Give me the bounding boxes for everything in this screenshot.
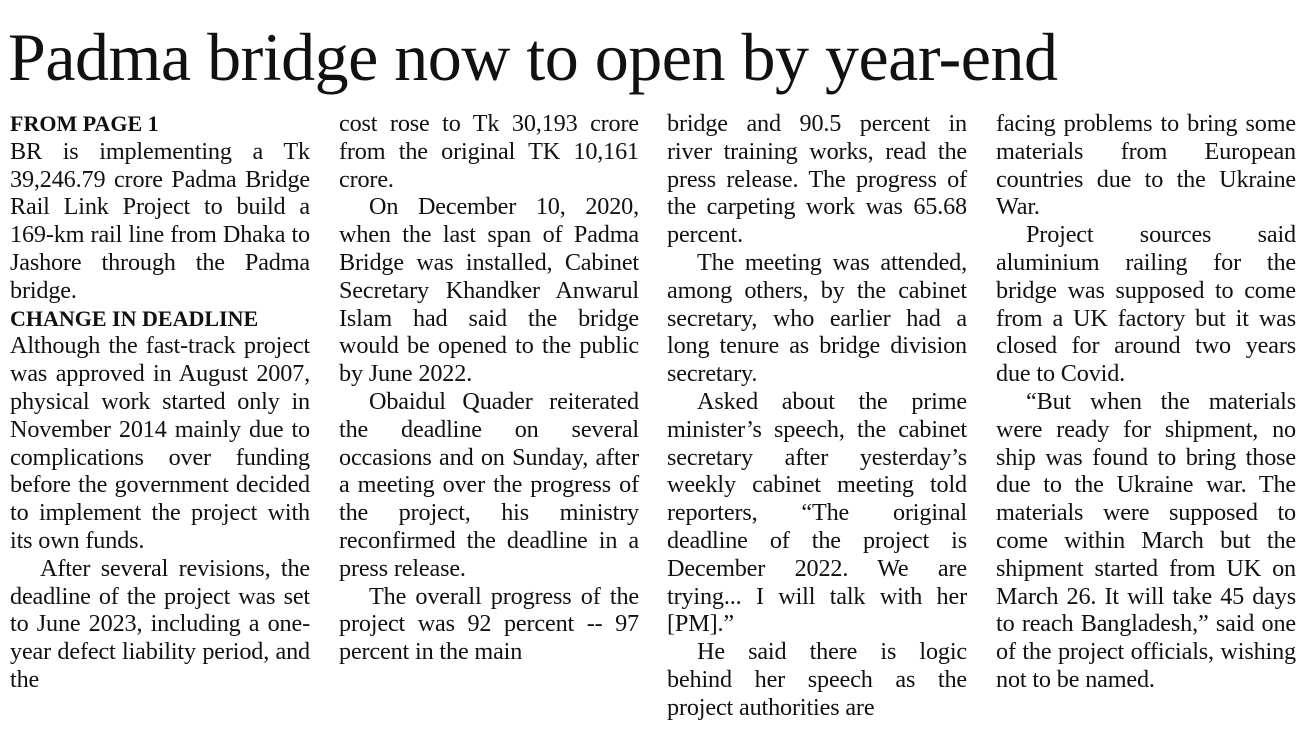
article-column-3 xyxy=(667,110,967,722)
paragraph: The meeting was attended, among others, by the cabinet secretary, who earlier had a long tenure as bridge division secretary. xyxy=(667,248,967,388)
article-headline: Padma bridge now to open by year-end xyxy=(8,19,1058,95)
paragraph: Obaidul Quader reiterated the deadline on several occasions and on Sunday, after a meeting over the progress of the project, his ministry reconfirmed the deadline in a press release. xyxy=(339,387,639,582)
paragraph: BR is implementing a Tk 39,246.79 crore Padma Bridge Rail Link Project to build a 169-km rail line from Dhaka to Jashore through the Padma bridge. xyxy=(10,137,310,304)
article-column-1 xyxy=(10,110,310,694)
paragraph: bridge and 90.5 percent in river training works, read the press release. The progress of the carpeting work was 65.68 percent. xyxy=(667,110,967,249)
article-column-4 xyxy=(996,110,1296,694)
paragraph: cost rose to Tk 30,193 crore from the original TK 10,161 crore. xyxy=(339,110,639,193)
paragraph: Asked about the prime minister’s speech, the cabinet secretary after yesterday’s weekly cabinet meeting told reporters, “The original deadline of the project is December 2022. We are trying... I will talk with her [PM].” xyxy=(667,387,967,638)
paragraph: The overall progress of the project was 92 percent -- 97 percent in the main xyxy=(339,582,639,666)
paragraph: facing problems to bring some materials from European countries due to the Ukraine War. xyxy=(996,110,1296,221)
paragraph: Although the fast-track project was approved in August 2007, physical work started only in November 2014 mainly due to complications over funding before the government decided to implement the project with its own funds. xyxy=(10,332,310,554)
paragraph: “But when the materials were ready for shipment, no ship was found to bring those due to the Ukraine war. The materials were supposed to come within March but the shipment started from UK on March 26. It will take 45 days to reach Bangladesh,” said one of the project officials, wishing not to be named. xyxy=(996,387,1296,693)
article-column-2 xyxy=(339,110,639,666)
paragraph: Project sources said aluminium railing for the bridge was supposed to come from a UK factory but it was closed for around two years due to Covid. xyxy=(996,221,1296,388)
paragraph: On December 10, 2020, when the last span of Padma Bridge was installed, Cabinet Secretary Khandker Anwarul Islam had said the bridge would be opened to the public by June 2022. xyxy=(339,193,639,388)
paragraph: He said there is logic behind her speech as the project authorities are xyxy=(667,638,967,721)
paragraph: After several revisions, the deadline of the project was set to June 2023, including a one-year defect liability period, and the xyxy=(10,554,310,693)
subheading: CHANGE IN DEADLINE xyxy=(10,305,259,331)
dateline: FROM PAGE 1 xyxy=(10,111,159,136)
